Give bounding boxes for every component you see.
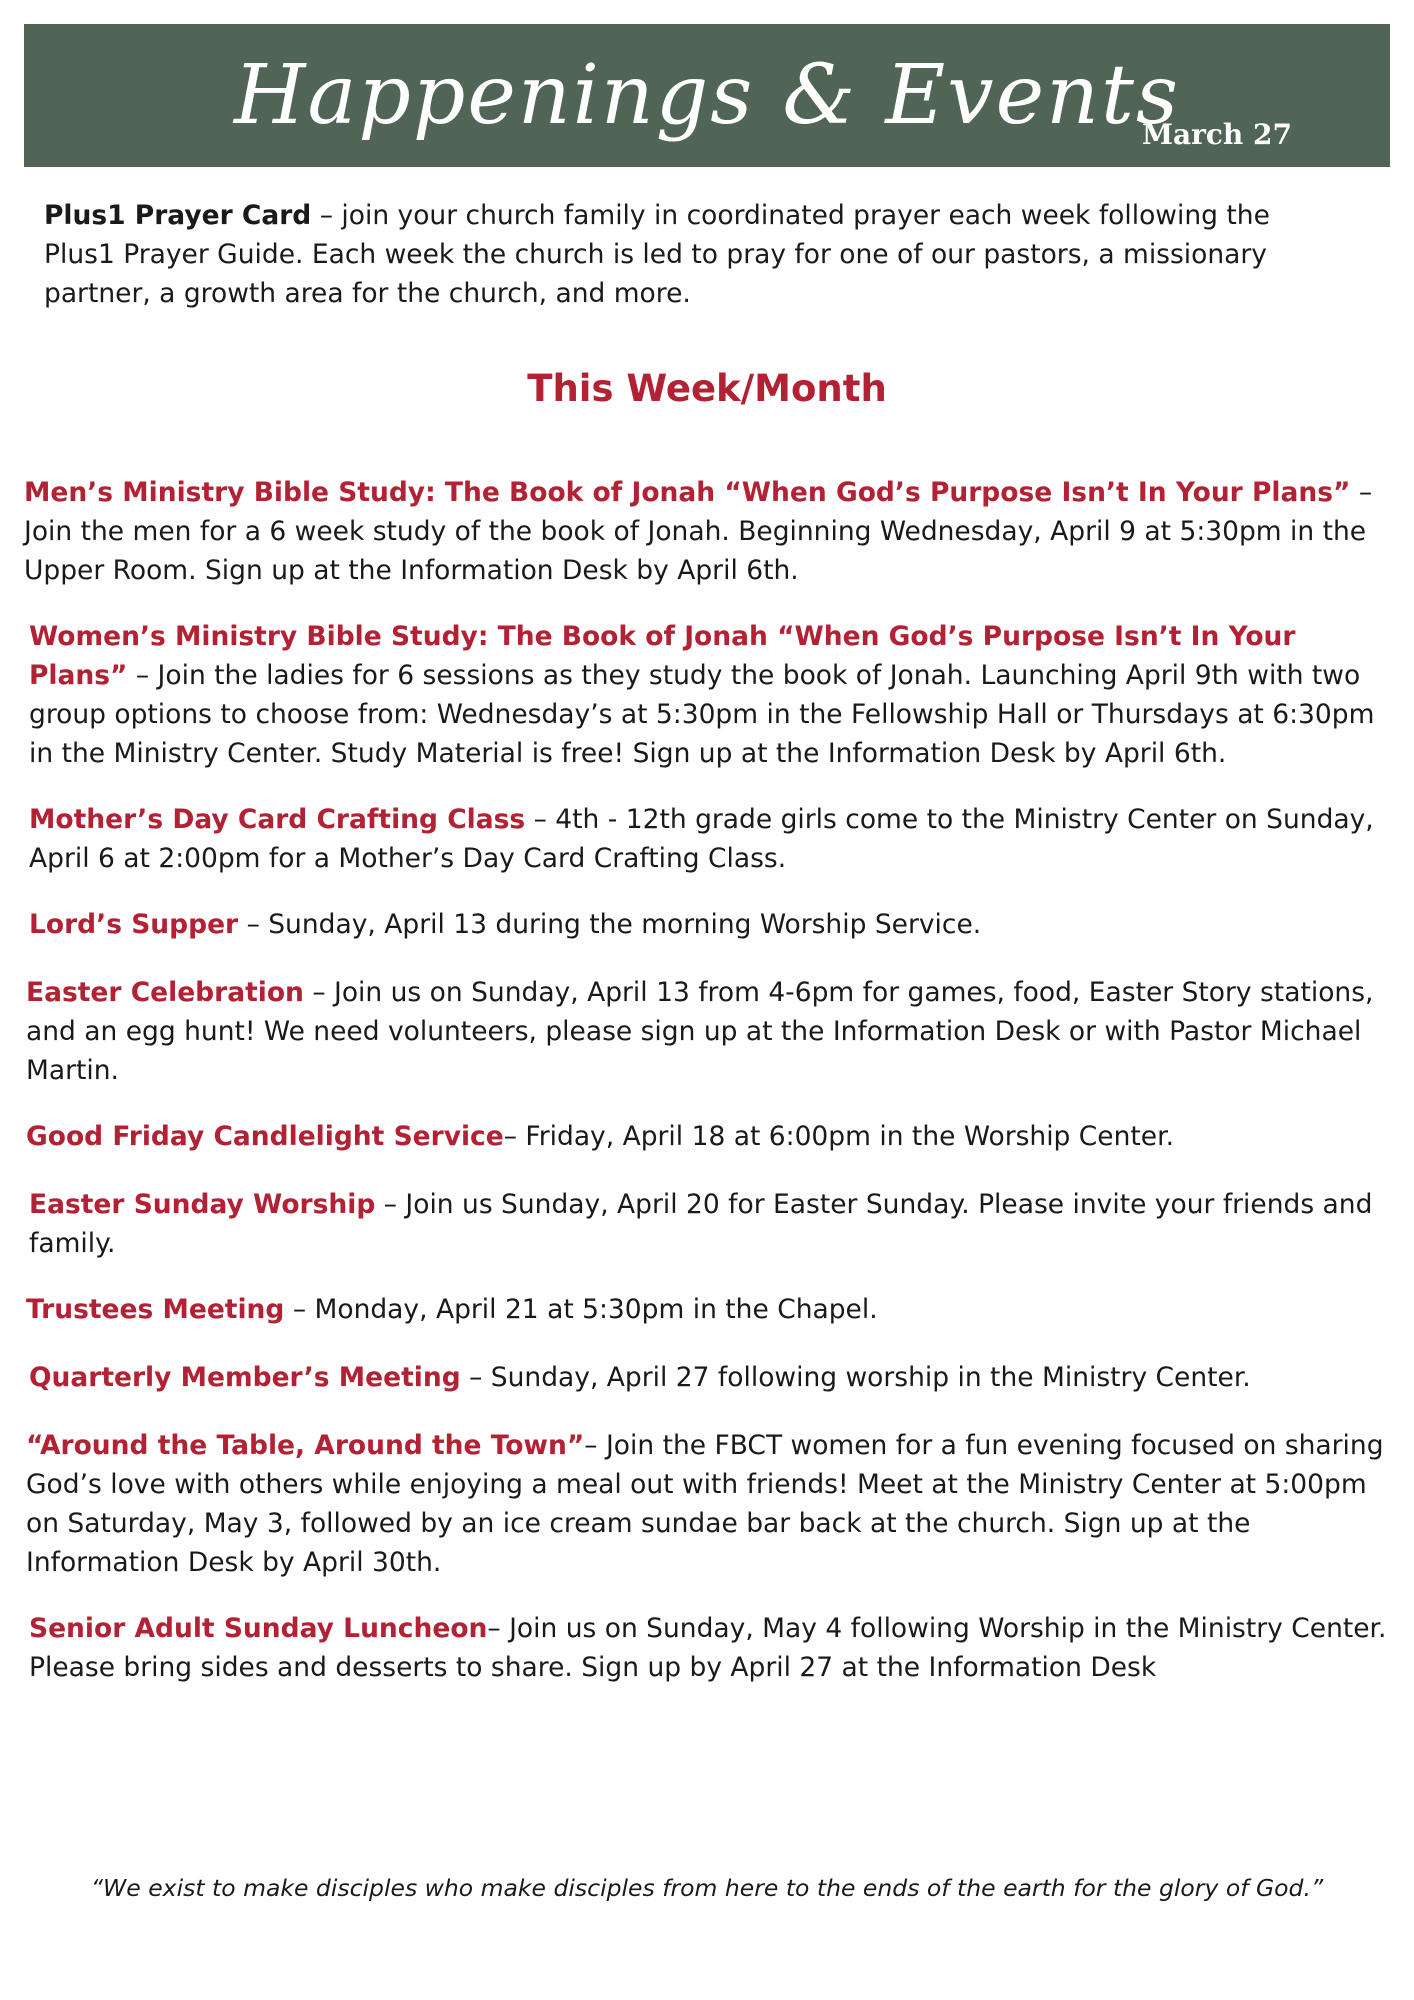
event-title: Easter Sunday Worship: [29, 1189, 376, 1220]
event-title: Good Friday Candlelight Service: [26, 1121, 504, 1152]
intro-text: – join your church family in coordinated prayer each week following the Plus1 Prayer Guide. Each week the church is led to pray for one of our pastors, a missionary partner, a growth area for the church, and more.: [44, 200, 1270, 309]
event-item: [29, 617, 1399, 773]
page-title: Happenings & Events: [233, 48, 1180, 143]
event-title: Trustees Meeting: [26, 1294, 285, 1325]
event-text: – Monday, April 21 at 5:30pm in the Chapel.: [284, 1294, 878, 1325]
event-item: [29, 1185, 1399, 1263]
event-title: Lord’s Supper: [29, 909, 239, 940]
event-item: [24, 473, 1394, 590]
event-text: – Join the FBCT women for a fun evening focused on sharing God’s love with others while enjoying a meal out with friends! Meet at the Ministry Center at 5:00pm on Saturday, May 3, followed by an ice cream sundae bar back at the church. Sign up at the Information Desk by April 30th.: [26, 1430, 1384, 1578]
intro-title: Plus1 Prayer Card: [44, 200, 312, 231]
section-heading: This Week/Month: [527, 367, 887, 410]
event-text: – Sunday, April 27 following worship in the Ministry Center.: [460, 1362, 1251, 1393]
event-item: [29, 800, 1399, 878]
issue-date: March 27: [1141, 118, 1292, 151]
event-item: [29, 905, 1399, 944]
intro-paragraph: [44, 196, 1334, 313]
event-item: [29, 1358, 1399, 1397]
event-title: Senior Adult Sunday Luncheon: [29, 1613, 488, 1644]
event-title: Women’s Ministry Bible Study: The Book of Jonah “When God’s Purpose Isn’t In Your Plans”: [29, 621, 1296, 691]
event-item: [29, 1609, 1399, 1687]
event-item: [26, 1426, 1396, 1582]
footer-quote: “We exist to make disciples who make disciples from here to the ends of the earth for the glory of God.”: [90, 1874, 1324, 1902]
event-title: “Around the Table, Around the Town”: [26, 1430, 585, 1461]
event-text: – 4th - 12th grade girls come to the Ministry Center on Sunday, April 6 at 2:00pm for a Mother’s Day Card Crafting Class.: [29, 804, 1374, 874]
event-text: – Join us Sunday, April 20 for Easter Sunday. Please invite your friends and family.: [29, 1189, 1373, 1259]
event-text: – Join us on Sunday, May 4 following Worship in the Ministry Center. Please bring sides and desserts to share. Sign up by April 27 at the Information Desk: [29, 1613, 1387, 1683]
event-text: – Join the men for a 6 week study of the book of Jonah. Beginning Wednesday, April 9 at 5:30pm in the Upper Room. Sign up at the Information Desk by April 6th.: [24, 477, 1373, 586]
event-text: – Sunday, April 13 during the morning Worship Service.: [238, 909, 982, 940]
event-text: – Join the ladies for 6 sessions as they study the book of Jonah. Launching April 9th with two group options to choose from: Wednesday’s at 5:30pm in the Fellowship Hall or Thursdays at 6:30pm in the Ministry Center. Study Material is free! Sign up at the Information Desk by April 6th.: [29, 660, 1375, 769]
event-title: Mother’s Day Card Crafting Class: [29, 804, 526, 835]
event-text: – Friday, April 18 at 6:00pm in the Worship Center.: [503, 1121, 1174, 1152]
event-title: Quarterly Member’s Meeting: [29, 1362, 461, 1393]
event-item: [26, 1290, 1396, 1329]
event-item: [26, 973, 1396, 1090]
event-item: [26, 1117, 1396, 1156]
event-title: Easter Celebration: [26, 977, 304, 1008]
header-banner: [24, 24, 1390, 167]
event-title: Men’s Ministry Bible Study: The Book of Jonah “When God’s Purpose Isn’t In Your Plans”: [24, 477, 1351, 508]
event-text: – Join us on Sunday, April 13 from 4-6pm for games, food, Easter Story stations, and an egg hunt! We need volunteers, please sign up at the Information Desk or with Pastor Michael Martin.: [26, 977, 1374, 1086]
